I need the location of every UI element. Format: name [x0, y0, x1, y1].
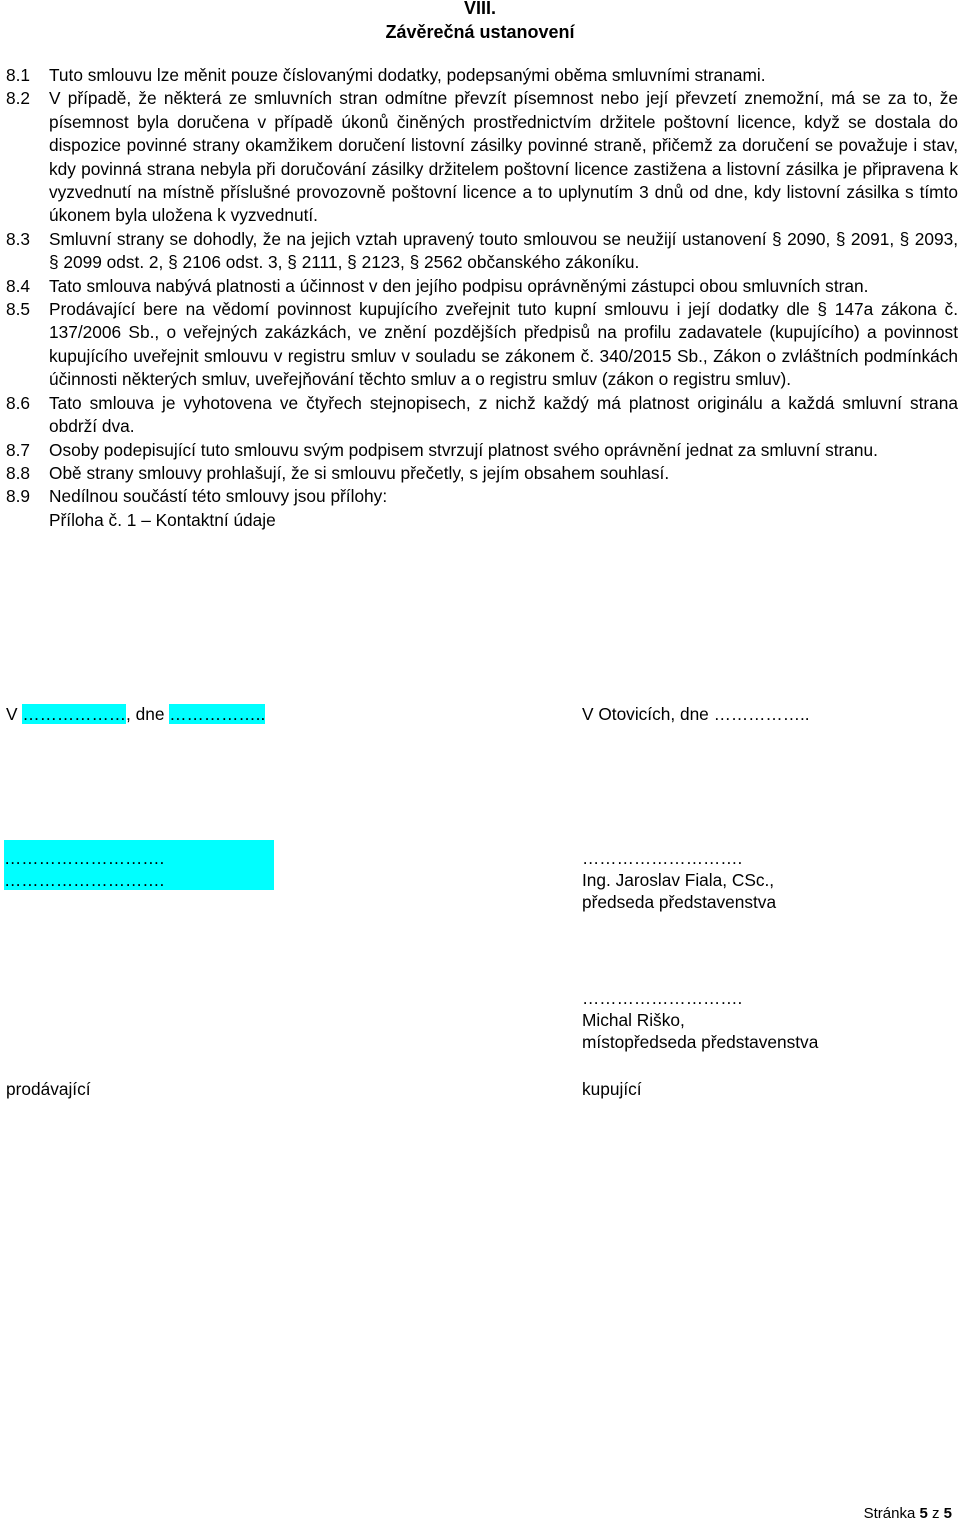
buyer-signer-1-name: Ing. Jaroslav Fiala, CSc., [582, 870, 775, 890]
clause-8-2 [6, 87, 958, 227]
clause-number: 8.7 [6, 439, 31, 460]
clause-text: Nedílnou součástí této smlouvy jsou přílohy: [49, 486, 388, 507]
clause-text-block [49, 485, 958, 532]
clause-number: 8.6 [6, 392, 31, 413]
clause-8-7 [6, 439, 958, 462]
attachment-item: Příloha č. 1 – Kontaktní údaje [49, 509, 276, 530]
clause-8-3 [6, 228, 958, 275]
buyer-signer-2-title: místopředseda představenstva [582, 1032, 819, 1052]
clause-text: Obě strany smlouvy prohlašují, že si smlouvu přečetly, s jejím obsahem souhlasí. [49, 462, 670, 483]
section-number: VIII. [463, 0, 496, 18]
seller-place-blank: ……………… [22, 704, 127, 724]
clause-8-4 [6, 275, 958, 298]
buyer-place-date: V Otovicích, dne …………….. [582, 704, 810, 724]
footer-page-total: 5 [943, 1505, 952, 1522]
clause-8-5 [6, 298, 958, 392]
clause-8-1 [6, 64, 958, 87]
clause-text: Tuto smlouvu lze měnit pouze číslovanými dodatky, podepsanými oběma smluvními stranami. [49, 65, 766, 85]
footer-prefix: Stránka [863, 1505, 920, 1522]
clause-number: 8.1 [6, 65, 31, 85]
clause-number: 8.9 [6, 486, 31, 507]
clause-8-6 [6, 392, 958, 439]
footer-page-number: 5 [919, 1505, 928, 1522]
clause-number: 8.4 [6, 275, 31, 296]
clause-8-9 [6, 485, 958, 532]
clause-8-8 [6, 462, 958, 485]
clause-text: Tato smlouva nabývá platnosti a účinnost v den jejího podpisu oprávněnými zástupci obou smluvních stran. [49, 275, 869, 296]
buyer-signature-line-2: ………………………. [582, 988, 743, 1008]
clause-text: V případě, že některá ze smluvních stran odmítne převzít písemnost nebo její převzetí znemožní, má se za to, že písemnost byla doručena v případě úkonů činěných prostřednictvím držitele poštovní licence, když se dostala do dispozice povinné strany okamžikem doručení listovní zásilky povinné straně, přičemž za doručení se považuje i stav, kdy povinná strana nebyla při doručování zásilky držitelem poštovní licence zastižena a listovní zásilka je připravena k vyzvednutí na místně příslušné provozovně poštovní licence a to uplynutím 3 dnů od dne, kdy listovní zásilka s tímto úkonem byla uložena k vyzvednutí. [49, 88, 958, 226]
seller-place-prefix: V [6, 704, 23, 724]
seller-date-blank: …………….. [169, 704, 266, 724]
clause-text: Prodávající bere na vědomí povinnost kupujícího zveřejnit tuto kupní smlouvu i její dodatky dle § 147a zákona č. 137/2006 Sb., o veřejných zakázkách, ve znění pozdějších předpisů na profilu zadavatele (kupujícího) a povinnost kupujícího uveřejnit smlouvu v registru smluv v souladu se zákonem č. 340/2015 Sb., Zákon o zvláštních podmínkách účinnosti některých smluv, uveřejňování těchto smluv a o registru smluv (zákon o registru smluv). [49, 299, 958, 390]
seller-signature-line-2: ………………………. [4, 870, 165, 890]
seller-signature-line-1: ………………………. [4, 848, 165, 868]
section-title: Závěrečná ustanovení [385, 22, 575, 42]
page-footer [864, 1505, 952, 1523]
seller-signature-highlight [4, 840, 274, 890]
seller-place-date [6, 703, 265, 726]
footer-middle: z [927, 1505, 944, 1522]
clause-text: Smluvní strany se dohodly, že na jejich vztah upravený touto smlouvou se neužijí ustanovení § 2090, § 2091, § 2093, § 2099 odst. 2, § 2106 odst. 3, § 2111, § 2123, § 2562 občanského zákoníku. [49, 228, 958, 273]
clause-text: Osoby podepisující tuto smlouvu svým podpisem stvrzují platnost svého oprávnění jednat za smluvní stranu. [49, 439, 878, 460]
buyer-signer-2-name: Michal Riško, [582, 1010, 685, 1030]
seller-role: prodávající [6, 1079, 91, 1099]
clause-number: 8.5 [6, 299, 31, 320]
buyer-signer-1-title: předseda představenstva [582, 892, 777, 912]
clause-number: 8.3 [6, 228, 31, 249]
clause-list [6, 64, 958, 532]
buyer-role: kupující [582, 1079, 642, 1099]
seller-date-prefix: , dne [126, 704, 170, 724]
clause-text: Tato smlouva je vyhotovena ve čtyřech stejnopisech, z nichž každý má platnost originálu a každá smluvní strana obdrží dva. [49, 392, 958, 437]
buyer-signature-line-1: ………………………. [582, 848, 743, 868]
clause-number: 8.8 [6, 462, 31, 483]
clause-number: 8.2 [6, 88, 31, 109]
